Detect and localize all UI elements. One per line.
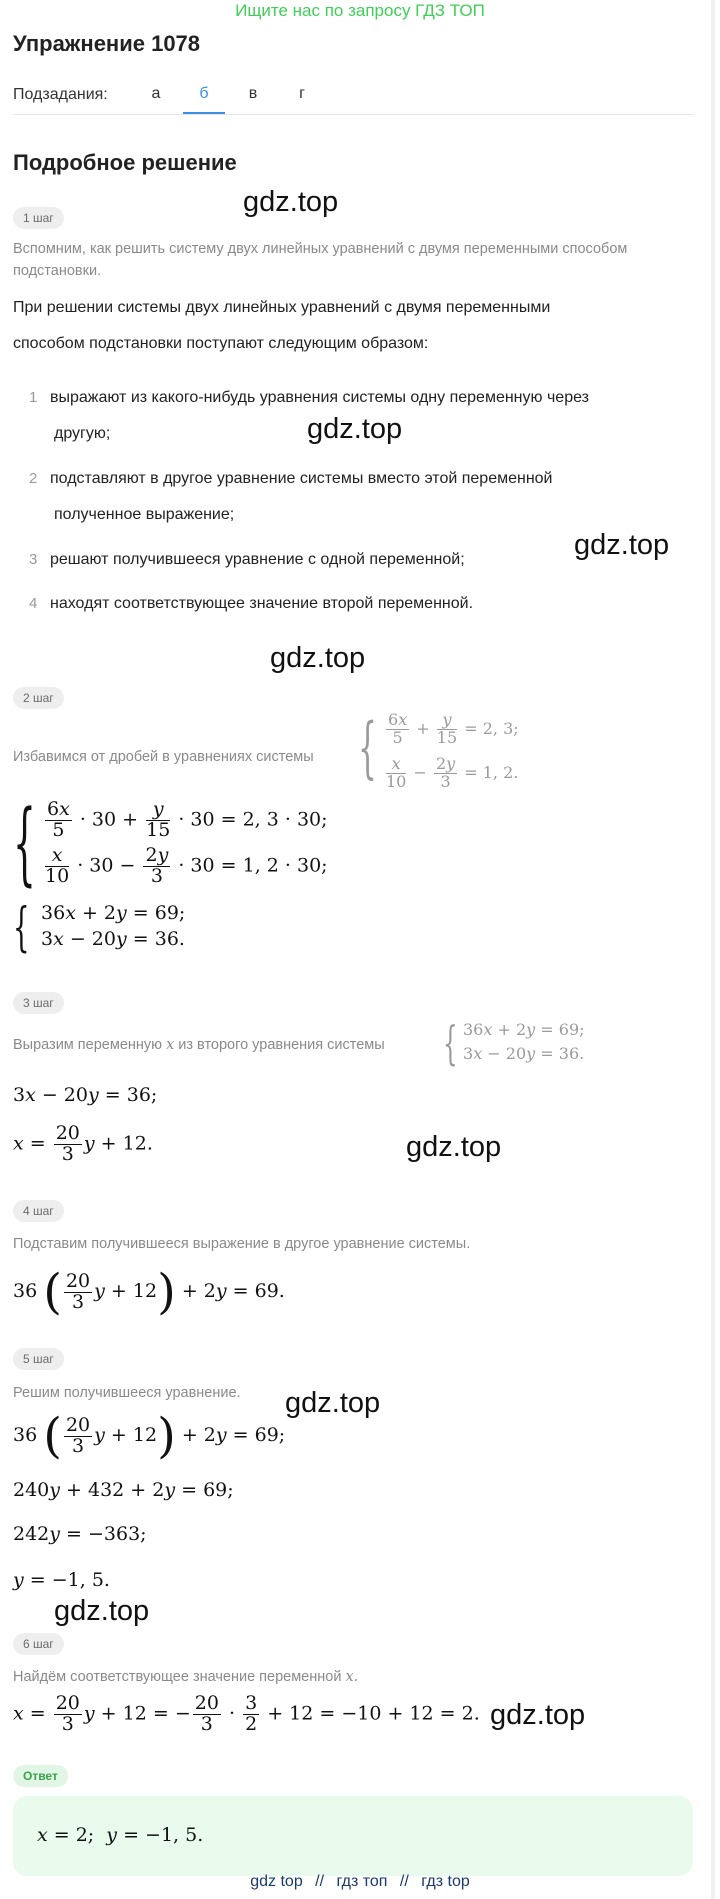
- step-6-hint-text: Найдём соответствующее значение переменной: [13, 1669, 342, 1685]
- tab-subtask-g[interactable]: г: [299, 85, 305, 102]
- watermark: gdz.top: [574, 529, 670, 561]
- step-2-hint: Избавимся от дробей в уравнениях системы: [13, 749, 314, 765]
- step-3-hint-var: x: [166, 1037, 175, 1053]
- step-5-eq-4: y = −1, 5.: [13, 1569, 110, 1591]
- tab-subtask-a[interactable]: а: [151, 85, 161, 102]
- step-5-badge: 5 шаг: [13, 1348, 64, 1370]
- step-3-hint: [13, 1034, 385, 1056]
- tab-subtask-b[interactable]: б: [199, 85, 209, 102]
- list-item-1-line1: выражают из какого-нибудь уравнения системы одну переменную через: [50, 389, 589, 406]
- tabs-divider: [13, 114, 693, 115]
- step-5-eq-1: 36 ( $\frac{20}{3}$ y + 12) + 2y = 69;: [13, 1408, 286, 1464]
- watermark: gdz.top: [307, 413, 403, 445]
- list-number: 2: [29, 470, 38, 487]
- tab-subtask-v[interactable]: в: [248, 85, 258, 102]
- list-item-1-line2: другую;: [54, 425, 111, 442]
- step-5-hint: Решим получившееся уравнение.: [13, 1385, 241, 1401]
- scrollbar[interactable]: [711, 0, 715, 1899]
- step-3-eq-2: x = $\frac{20}{3}$ y + 12.: [13, 1122, 153, 1165]
- promo-banner[interactable]: Ищите нас по запросу ГДЗ ТОП: [235, 1, 485, 20]
- step-3-hint-text-b: из второго уравнения системы: [178, 1037, 385, 1053]
- footer-link-gdz-top-ru[interactable]: гдз топ: [336, 1873, 388, 1890]
- watermark: gdz.top: [54, 1595, 150, 1627]
- watermark: gdz.top: [285, 1387, 381, 1419]
- list-number: 3: [29, 551, 38, 568]
- answer-box: [13, 1796, 693, 1876]
- list-item-3: решают получившееся уравнение с одной переменной;: [50, 551, 465, 568]
- footer-link-gdz-top[interactable]: gdz top: [250, 1873, 303, 1890]
- answer-text: x = 2; y = −1, 5.: [37, 1824, 204, 1846]
- step-4-badge: 4 шаг: [13, 1200, 64, 1222]
- step-5-eq-2: 240y + 432 + 2y = 69;: [13, 1479, 234, 1501]
- step-5-eq-3: 242y = −363;: [13, 1523, 147, 1545]
- step-6-hint: [13, 1666, 358, 1688]
- step-4-hint: Подставим получившееся выражение в другое уравнение системы.: [13, 1236, 471, 1252]
- answer-badge: Ответ: [13, 1765, 68, 1787]
- step-6-hint-var: x.: [345, 1669, 359, 1685]
- page-title: Упражнение 1078: [13, 31, 201, 56]
- list-number: 1: [29, 389, 38, 406]
- solution-heading: Подробное решение: [13, 150, 237, 175]
- step-3-badge: 3 шаг: [13, 992, 64, 1014]
- step-3-hint-text-a: Выразим переменную: [13, 1037, 163, 1053]
- footer-separator: //: [399, 1873, 409, 1890]
- list-item-2-line1: подставляют в другое уравнение системы вместо этой переменной: [50, 470, 553, 487]
- footer-separator: //: [315, 1873, 325, 1890]
- watermark: gdz.top: [406, 1131, 502, 1163]
- list-item-2-line2: полученное выражение;: [54, 506, 235, 523]
- watermark: gdz.top: [270, 642, 366, 674]
- step-1-badge: 1 шаг: [13, 207, 64, 229]
- subtasks-label: Подзадания:: [13, 86, 108, 103]
- footer-link-gdz-top-mixed[interactable]: гдз top: [421, 1873, 470, 1890]
- step-2-badge: 2 шаг: [13, 687, 64, 709]
- watermark: gdz.top: [490, 1699, 586, 1731]
- footer-links: [0, 1873, 720, 1891]
- step-4-eq: 36 ( $\frac{20}{3}$ y + 12) + 2y = 69.: [13, 1264, 285, 1320]
- step-3-eq-1: 3x − 20y = 36;: [13, 1084, 158, 1106]
- watermark: gdz.top: [243, 186, 339, 218]
- step-6-badge: 6 шаг: [13, 1633, 64, 1655]
- step-1-hint: Вспомним, как решить систему двух линейных уравнений с двумя переменными способом подстановки.: [13, 241, 628, 279]
- step-6-eq: x = $\frac{20}{3}$ y + 12 = − $\frac{20}{3}$ · $\frac{3}{2}$ + 12 = −10 + 12 = 2.: [13, 1692, 480, 1735]
- list-number: 4: [29, 595, 38, 612]
- list-item-4: находят соответствующее значение второй переменной.: [50, 595, 474, 612]
- step-1-intro-line1: При решении системы двух линейных уравнений с двумя переменными: [13, 299, 551, 316]
- step-1-intro-line2: способом подстановки поступают следующим образом:: [13, 335, 429, 352]
